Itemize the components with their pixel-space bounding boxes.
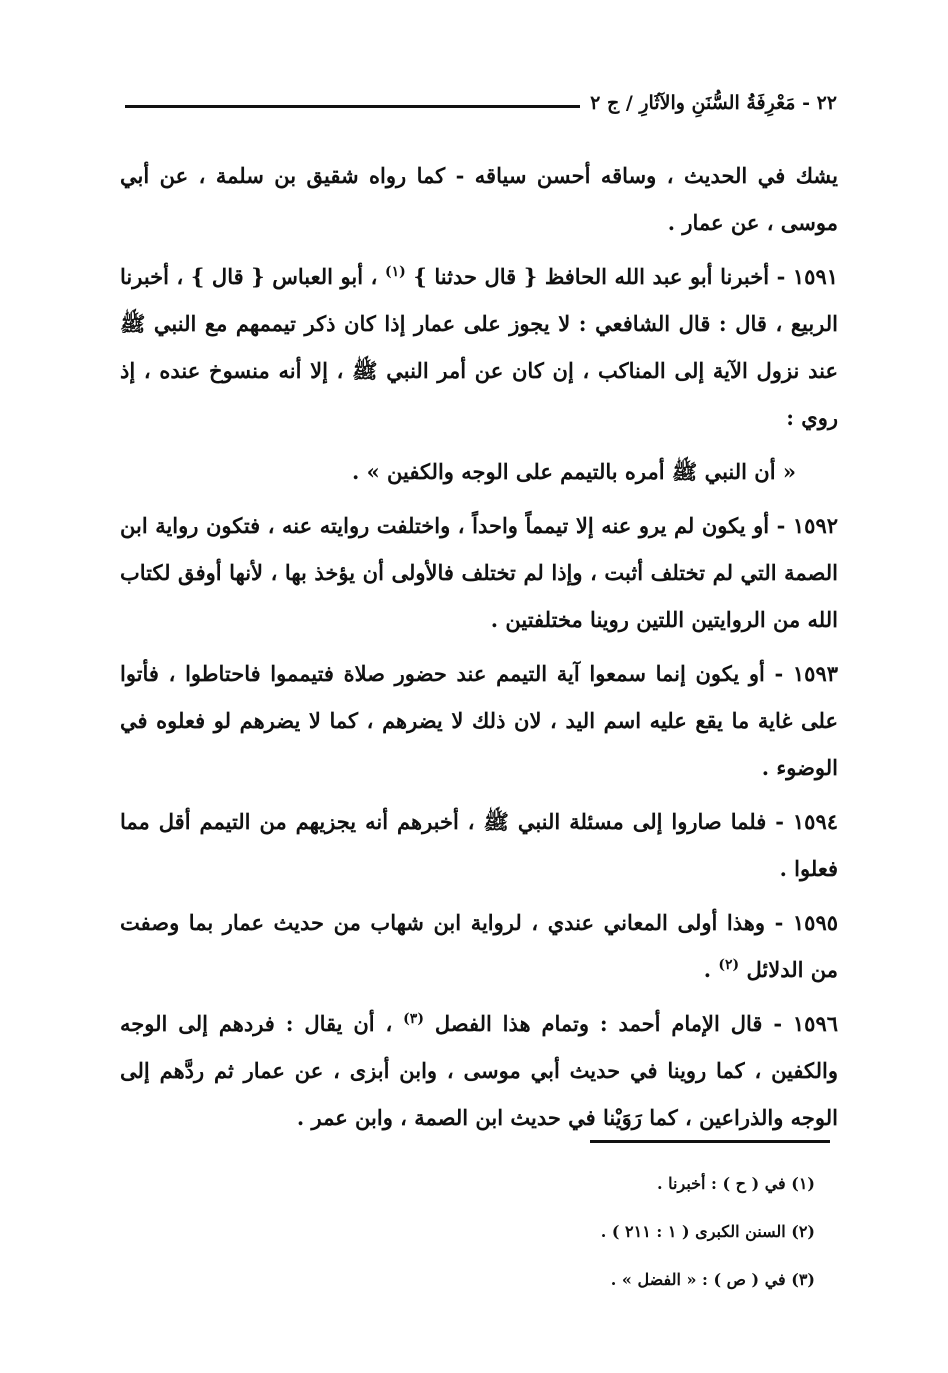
footnote-3: (٣) في ( ص ) : « الفضل » . <box>610 1270 815 1289</box>
paragraph-1592 <box>120 502 838 643</box>
quoted-hadith <box>120 448 838 495</box>
footnote-ref: (٢) <box>718 957 740 973</box>
paragraph-text: قال الإمام أحمد : وتمام هذا الفصل <box>434 1011 763 1036</box>
paragraph-text: أو يكون لم يرو عنه إلا تيمماً واحداً ، واختلفت روايته عنه ، فتكون رواية ابن الصمة التي لم تختلف أثبت ، وإذا لم تختلف فالأولى أن يؤخذ بها ، لأنها أوفق لكتاب الله من الروايتين اللتين روينا مختلفتين . <box>120 513 838 632</box>
paragraph-0 <box>120 152 838 246</box>
paragraph-number: ١٥٩١ - <box>776 264 839 289</box>
paragraph-1595 <box>120 899 838 993</box>
paragraph-text-cont: ، أبو العباس { قال } ، أخبرنا الربيع ، قال : قال الشافعي : لا يجوز على عمار إذا كان ذكر تيممهم مع النبي ﷺ عند نزول الآية إلى المناكب ، إن كان عن أمر النبي ﷺ ، إلا أنه منسوخ عنده ، إذ روي : <box>120 264 838 430</box>
paragraph-text: وهذا أولى المعاني عندي ، لرواية ابن شهاب من حديث عمار بما وصفت من الدلائل <box>120 910 838 982</box>
running-header <box>125 92 837 114</box>
paragraph-text: فلما صاروا إلى مسئلة النبي ﷺ ، أخبرهم أنه يجزيهم من التيمم أقل مما فعلوا . <box>120 809 838 881</box>
footnote-ref: (١) <box>384 264 406 280</box>
paragraph-number: ١٥٩٥ - <box>774 910 839 935</box>
paragraph-number: ١٥٩٦ - <box>773 1011 839 1036</box>
paragraph-1594 <box>120 798 838 892</box>
paragraph-1596 <box>120 1000 838 1141</box>
header-title: ٢٢ - مَعْرِفَةُ السُّنَنِ والآثَارِ / ج ٢ <box>590 92 837 114</box>
paragraph-text-cont: ، أن يقال : فردهم إلى الوجه والكفين ، كما روينا في حديث أبي موسى ، وابن أبزى ، عن عمار ثم ردَّهم إلى الوجه والذراعين ، كما رَوَيْنا في حديث ابن الصمة ، وابن عمر . <box>120 1011 838 1130</box>
paragraph-text-cont: . <box>703 957 712 982</box>
footnotes <box>300 1160 815 1304</box>
main-text <box>120 152 838 1148</box>
paragraph-number: ١٥٩٤ - <box>775 809 839 834</box>
footnote-2: (٢) السنن الكبرى ( ١ : ٢١١ ) . <box>600 1222 815 1241</box>
footnote-1: (١) في ( ح ) : أخبرنا . <box>657 1174 815 1193</box>
header-rule <box>125 105 580 108</box>
paragraph-text: « أن النبي ﷺ أمره بالتيمم على الوجه والكفين » . <box>351 459 796 484</box>
paragraph-text: أو يكون إنما سمعوا آية التيمم عند حضور صلاة فتيمموا فاحتاطوا ، فأتوا على غاية ما يقع عليه اسم اليد ، لان ذلك لا يضرهم ، كما لا يضرهم لو فعلوه في الوضوء . <box>120 661 838 780</box>
paragraph-text: أخبرنا أبو عبد الله الحافظ { قال حدثنا } <box>413 264 770 289</box>
footnote-ref: (٣) <box>403 1011 424 1027</box>
paragraph-number: ١٥٩٣ - <box>774 661 839 686</box>
paragraph-1593 <box>120 650 838 791</box>
footnote-separator <box>590 1140 830 1143</box>
paragraph-1591 <box>120 253 838 441</box>
paragraph-number: ١٥٩٢ - <box>776 513 839 538</box>
paragraph-text: يشك في الحديث ، وساقه أحسن سياقه - كما رواه شقيق بن سلمة ، عن أبي موسى ، عن عمار . <box>120 163 838 235</box>
